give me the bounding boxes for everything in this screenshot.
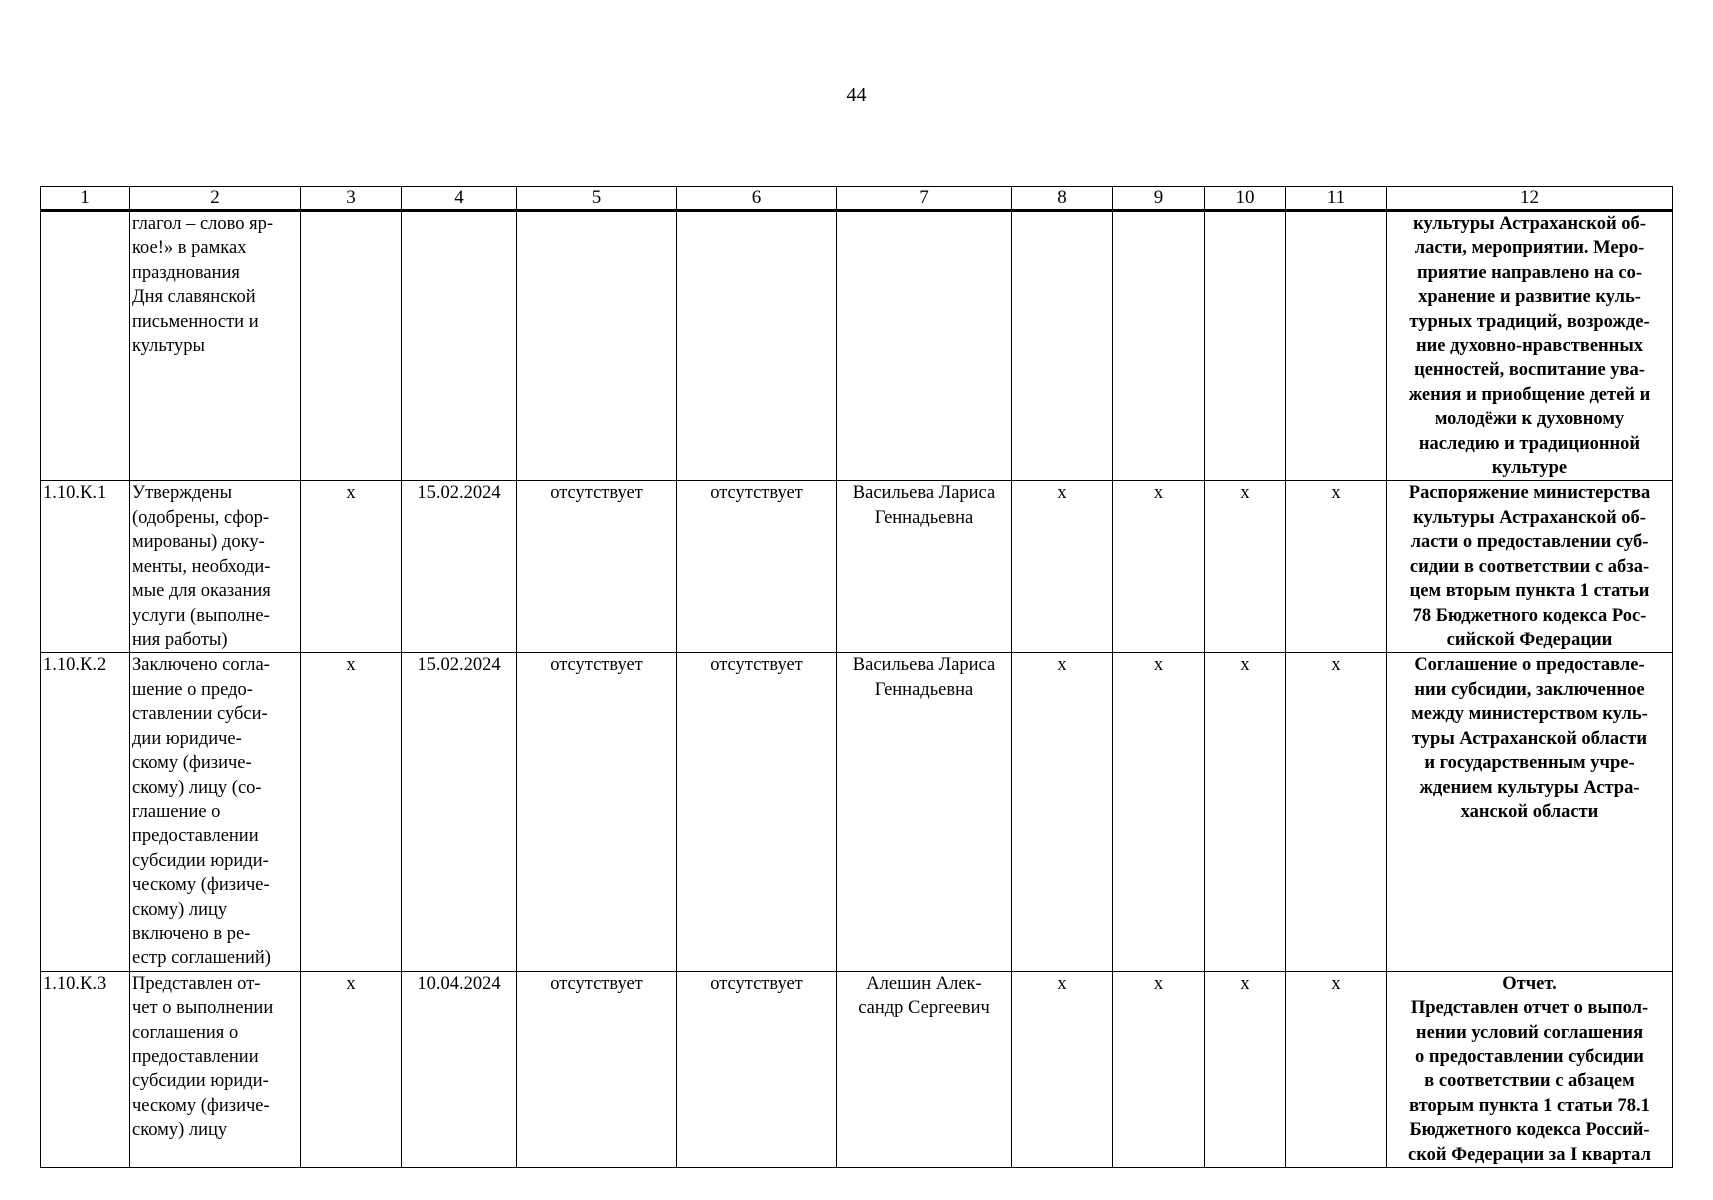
responsible-person: Васильева Лариса Геннадьевна — [837, 481, 1012, 653]
cell-col6 — [677, 211, 837, 481]
cell-col3: x — [301, 481, 402, 653]
cell-col11: x — [1286, 481, 1387, 653]
table-row — [41, 653, 1673, 971]
cell-col5 — [517, 211, 677, 481]
table-row — [41, 481, 1673, 653]
column-header: 2 — [130, 187, 301, 211]
cell-col5: отсутствует — [517, 481, 677, 653]
row-number: 1.10.К.2 — [41, 653, 130, 971]
table-row — [41, 211, 1673, 481]
cell-col8: x — [1012, 481, 1113, 653]
cell-col3 — [301, 211, 402, 481]
cell-date: 10.04.2024 — [402, 971, 517, 1167]
responsible-person: Алешин Алек- сандр Сергеевич — [837, 971, 1012, 1167]
cell-col11: x — [1286, 971, 1387, 1167]
cell-col10: x — [1205, 481, 1286, 653]
control-points-table — [40, 186, 1673, 1168]
cell-col6: отсутствует — [677, 653, 837, 971]
page-number: 44 — [846, 84, 867, 106]
column-header: 9 — [1113, 187, 1205, 211]
cell-date: 15.02.2024 — [402, 481, 517, 653]
cell-date — [402, 211, 517, 481]
document-description: Отчет. Представлен отчет о выпол- нении условий соглашения о предоставлении субсидии в соответствии с абзацем вторым пункта 1 статьи 78.1 Бюджетного кодекса Россий- ской Федерации за I квартал — [1387, 971, 1673, 1167]
column-header: 11 — [1286, 187, 1387, 211]
cell-date: 15.02.2024 — [402, 653, 517, 971]
cell-col8 — [1012, 211, 1113, 481]
cell-col10: x — [1205, 653, 1286, 971]
cell-col9: x — [1113, 971, 1205, 1167]
cell-col3: x — [301, 653, 402, 971]
cell-col8: x — [1012, 971, 1113, 1167]
cell-col10 — [1205, 211, 1286, 481]
cell-col9 — [1113, 211, 1205, 481]
cell-col8: x — [1012, 653, 1113, 971]
row-number: 1.10.К.1 — [41, 481, 130, 653]
table-row — [41, 971, 1673, 1167]
event-description: Представлен от- чет о выполнении соглашения о предоставлении субсидии юриди- ческому (физиче- скому) лицу — [130, 971, 301, 1167]
cell-col6: отсутствует — [677, 481, 837, 653]
cell-col6: отсутствует — [677, 971, 837, 1167]
document-description: Соглашение о предоставле- нии субсидии, заключенное между министерством куль- туры Астраханской области и государственным учре- ждением культуры Астра- ханской области — [1387, 653, 1673, 971]
column-header: 3 — [301, 187, 402, 211]
document-description: культуры Астраханской об- ласти, мероприятии. Меро- приятие направлено на со- хранение и развитие куль- турных традиций, возрожде- ние духовно-нравственных ценностей, воспитание ува- жения и приобщение детей и молодёжи к духовному наследию и традиционной культуре — [1387, 211, 1673, 481]
column-header: 6 — [677, 187, 837, 211]
cell-col5: отсутствует — [517, 653, 677, 971]
column-header: 1 — [41, 187, 130, 211]
cell-col3: x — [301, 971, 402, 1167]
event-description: Заключено согла- шение о предо- ставлении субси- дии юридиче- скому (физиче- скому) лицу (со- глашение о предоставлении субсидии юриди- ческому (физиче- скому) лицу включено в ре- естр соглашений) — [130, 653, 301, 971]
responsible-person: Васильева Лариса Геннадьевна — [837, 653, 1012, 971]
column-header: 8 — [1012, 187, 1113, 211]
cell-col11: x — [1286, 653, 1387, 971]
table-header-row — [41, 187, 1673, 211]
event-description: глагол – слово яр- кое!» в рамках празднования Дня славянской письменности и культуры — [130, 211, 301, 481]
cell-col11 — [1286, 211, 1387, 481]
cell-col10: x — [1205, 971, 1286, 1167]
column-header: 10 — [1205, 187, 1286, 211]
column-header: 5 — [517, 187, 677, 211]
cell-col5: отсутствует — [517, 971, 677, 1167]
cell-col9: x — [1113, 653, 1205, 971]
column-header: 12 — [1387, 187, 1673, 211]
responsible-person — [837, 211, 1012, 481]
document-description: Распоряжение министерства культуры Астраханской об- ласти о предоставлении суб- сидии в соответствии с абза- цем вторым пункта 1 статьи 78 Бюджетного кодекса Рос- сийской Федерации — [1387, 481, 1673, 653]
column-header: 7 — [837, 187, 1012, 211]
row-number: 1.10.К.3 — [41, 971, 130, 1167]
column-header: 4 — [402, 187, 517, 211]
cell-col9: x — [1113, 481, 1205, 653]
event-description: Утверждены (одобрены, сфор- мированы) доку- менты, необходи- мые для оказания услуги (выполне- ния работы) — [130, 481, 301, 653]
row-number — [41, 211, 130, 481]
